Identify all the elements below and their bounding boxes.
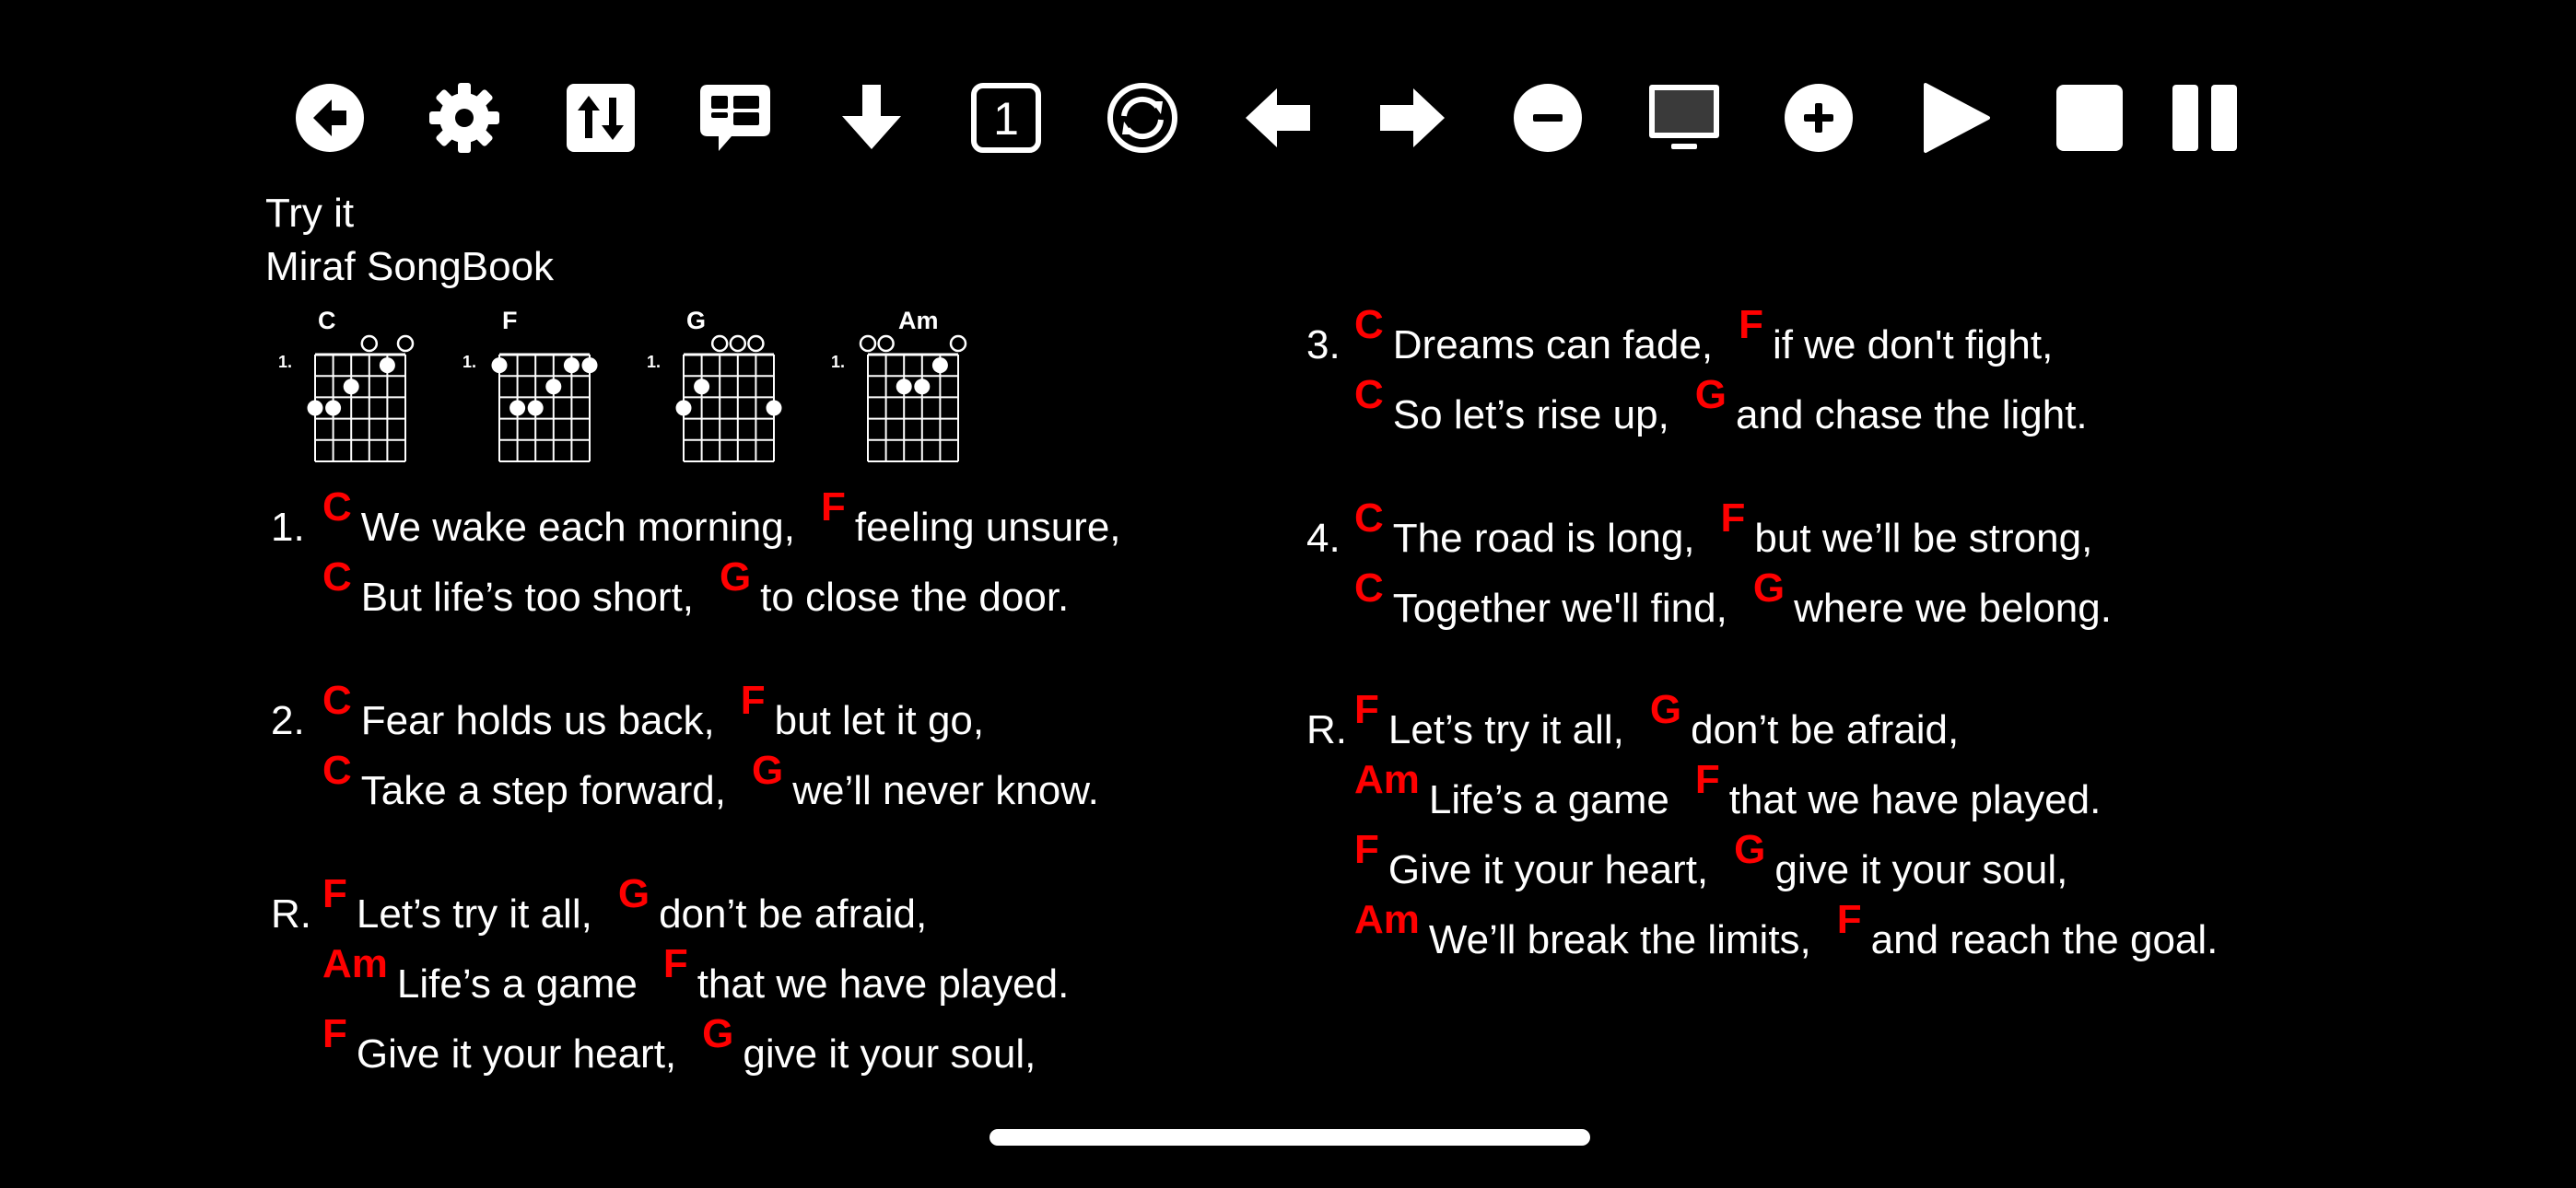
song-title: Try it <box>265 191 355 236</box>
lyric-text: We’ll break the limits, <box>1428 917 1811 962</box>
lyric-text: that we have played. <box>1728 777 2102 822</box>
lyric-text: feeling unsure, <box>854 505 1121 550</box>
chord-label[interactable]: F <box>322 871 347 916</box>
chord-diagram-fret: 1. <box>647 353 662 371</box>
minus-circle-button[interactable] <box>1511 81 1585 155</box>
finger-dot <box>380 357 395 373</box>
chord-diagram-fret: 1. <box>463 353 477 371</box>
finger-dot <box>344 379 359 394</box>
lyric-text: don’t be afraid, <box>659 891 928 937</box>
verse-number: 1. <box>271 505 305 550</box>
chord-label[interactable]: G <box>702 1011 734 1056</box>
arrow-left-icon <box>1240 81 1314 155</box>
lyric-text: Give it your heart, <box>356 1031 677 1077</box>
lyric-text: But life’s too short, <box>360 575 694 620</box>
open-string-marker <box>879 336 894 351</box>
chord-label[interactable]: C <box>322 678 352 723</box>
chat-bubble-icon <box>698 81 772 155</box>
chord-label[interactable]: C <box>322 554 352 600</box>
finger-dot <box>545 379 561 394</box>
home-indicator[interactable] <box>989 1129 1590 1146</box>
lyric-text: where we belong. <box>1794 586 2112 631</box>
chord-label[interactable]: F <box>1836 897 1862 942</box>
chord-label[interactable]: G <box>1752 565 1786 611</box>
finger-dot <box>932 357 948 373</box>
lyric-text: Dreams can fade, <box>1392 322 1714 367</box>
gear-button[interactable] <box>427 81 501 155</box>
finger-dot <box>914 379 930 394</box>
chord-label[interactable]: G <box>751 748 784 793</box>
verse-number: 2. <box>271 698 305 743</box>
chord-label[interactable]: F <box>662 941 688 986</box>
chord-label[interactable]: C <box>1354 302 1384 347</box>
finger-dot <box>509 401 525 416</box>
chord-label[interactable]: F <box>820 484 846 530</box>
number-one-box-button[interactable] <box>969 81 1043 155</box>
play-icon <box>1918 81 1992 155</box>
chord-diagram <box>636 299 774 483</box>
gear-icon <box>427 81 501 155</box>
chord-label[interactable]: C <box>322 484 352 530</box>
finger-dot <box>694 379 709 394</box>
chord-diagram-fret: 1. <box>831 353 846 371</box>
arrow-left-circle-button[interactable] <box>293 81 367 155</box>
lyric-text: don’t be afraid, <box>1691 707 1960 752</box>
chord-diagram-name: C <box>318 307 336 334</box>
open-string-marker <box>362 336 377 351</box>
chord-diagram <box>820 299 958 483</box>
verse-number: R. <box>1306 707 1347 752</box>
lyric-text: but we’ll be strong, <box>1754 516 2093 561</box>
chord-diagram-name: G <box>686 307 707 334</box>
stop-button[interactable] <box>2053 81 2126 155</box>
chord-label[interactable]: C <box>322 748 352 793</box>
lyric-text: give it your soul, <box>743 1031 1036 1077</box>
finger-dot <box>308 401 323 416</box>
arrow-right-button[interactable] <box>1376 81 1450 155</box>
sync-button[interactable] <box>1106 81 1179 155</box>
finger-dot <box>492 357 508 373</box>
minus-circle-icon <box>1511 81 1585 155</box>
finger-dot <box>582 357 598 373</box>
chord-label[interactable]: F <box>322 1011 347 1056</box>
chord-label[interactable]: C <box>1354 372 1384 417</box>
chord-label[interactable]: G <box>1694 372 1727 417</box>
verse-number: R. <box>271 891 311 937</box>
pause-icon <box>2169 81 2242 155</box>
pause-button[interactable] <box>2169 81 2242 155</box>
lyric-text: The road is long, <box>1392 516 1695 561</box>
chord-diagram-fret: 1. <box>278 353 293 371</box>
sync-icon <box>1106 81 1179 155</box>
chord-label[interactable]: G <box>719 554 752 600</box>
arrow-right-icon <box>1376 81 1450 155</box>
chord-label[interactable]: F <box>1354 827 1379 872</box>
arrow-left-button[interactable] <box>1240 81 1314 155</box>
download-arrow-icon <box>835 81 908 155</box>
lyric-text: if we don't fight, <box>1772 322 2054 367</box>
verse-number: 3. <box>1306 322 1341 367</box>
chord-label[interactable]: Am <box>322 941 388 986</box>
toolbar-number-label: 1 <box>993 93 1019 145</box>
chat-bubble-button[interactable] <box>698 81 772 155</box>
lyric-text: Fear holds us back, <box>360 698 715 743</box>
chord-label[interactable]: F <box>740 678 766 723</box>
sort-up-down-icon <box>564 81 638 155</box>
stop-icon <box>2053 81 2126 155</box>
lyric-text: give it your soul, <box>1774 847 2068 892</box>
songbook-name: Miraf SongBook <box>265 244 555 289</box>
open-string-marker <box>731 336 745 351</box>
sort-up-down-button[interactable] <box>564 81 638 155</box>
chord-label[interactable]: F <box>1694 757 1720 802</box>
lyric-text: Take a step forward, <box>360 768 726 813</box>
finger-dot <box>564 357 580 373</box>
lyric-text: that we have played. <box>697 961 1070 1007</box>
chord-diagram <box>267 299 405 483</box>
finger-dot <box>528 401 544 416</box>
verse-number: 4. <box>1306 516 1341 561</box>
lyric-text: and reach the goal. <box>1870 917 2219 962</box>
finger-dot <box>767 401 782 416</box>
chord-label[interactable]: G <box>1734 827 1766 872</box>
download-arrow-button[interactable] <box>835 81 908 155</box>
lyric-text: Give it your heart, <box>1388 847 1709 892</box>
chord-label[interactable]: F <box>1720 495 1746 541</box>
lyric-text: Life’s a game <box>396 961 638 1007</box>
monitor-icon <box>1647 81 1721 155</box>
lyric-text: we’ll never know. <box>792 768 1099 813</box>
plus-circle-icon <box>1782 81 1856 155</box>
lyric-text: to close the door. <box>760 575 1070 620</box>
open-string-marker <box>712 336 727 351</box>
lyric-text: So let’s rise up, <box>1392 392 1669 437</box>
chord-label[interactable]: G <box>617 871 650 916</box>
arrow-left-circle-icon <box>293 81 367 155</box>
lyric-text: We wake each morning, <box>360 505 795 550</box>
lyric-text: Let’s try it all, <box>356 891 592 937</box>
open-string-marker <box>951 336 966 351</box>
chord-diagram-name: Am <box>898 307 939 334</box>
finger-dot <box>896 379 912 394</box>
lyric-text: Together we'll find, <box>1392 586 1727 631</box>
number-one-box-icon <box>969 81 1043 155</box>
chord-diagram-name: F <box>502 307 518 334</box>
chord-label[interactable]: C <box>1354 565 1384 611</box>
monitor-button[interactable] <box>1647 81 1721 155</box>
chord-label[interactable]: F <box>1739 302 1763 347</box>
chord-label[interactable]: Am <box>1354 757 1420 802</box>
chord-label[interactable]: F <box>1354 687 1379 732</box>
chord-label[interactable]: C <box>1354 495 1384 541</box>
lyric-text: Let’s try it all, <box>1388 707 1624 752</box>
lyric-text: but let it go, <box>774 698 985 743</box>
lyric-text: and chase the light. <box>1736 392 2088 437</box>
chord-label[interactable]: G <box>1649 687 1682 732</box>
open-string-marker <box>861 336 875 351</box>
chord-label[interactable]: Am <box>1354 897 1420 942</box>
play-button[interactable] <box>1918 81 1992 155</box>
finger-dot <box>325 401 341 416</box>
lyric-text: Life’s a game <box>1428 777 1669 822</box>
chord-diagram <box>451 299 590 483</box>
finger-dot <box>676 401 692 416</box>
plus-circle-button[interactable] <box>1782 81 1856 155</box>
open-string-marker <box>398 336 413 351</box>
open-string-marker <box>748 336 763 351</box>
